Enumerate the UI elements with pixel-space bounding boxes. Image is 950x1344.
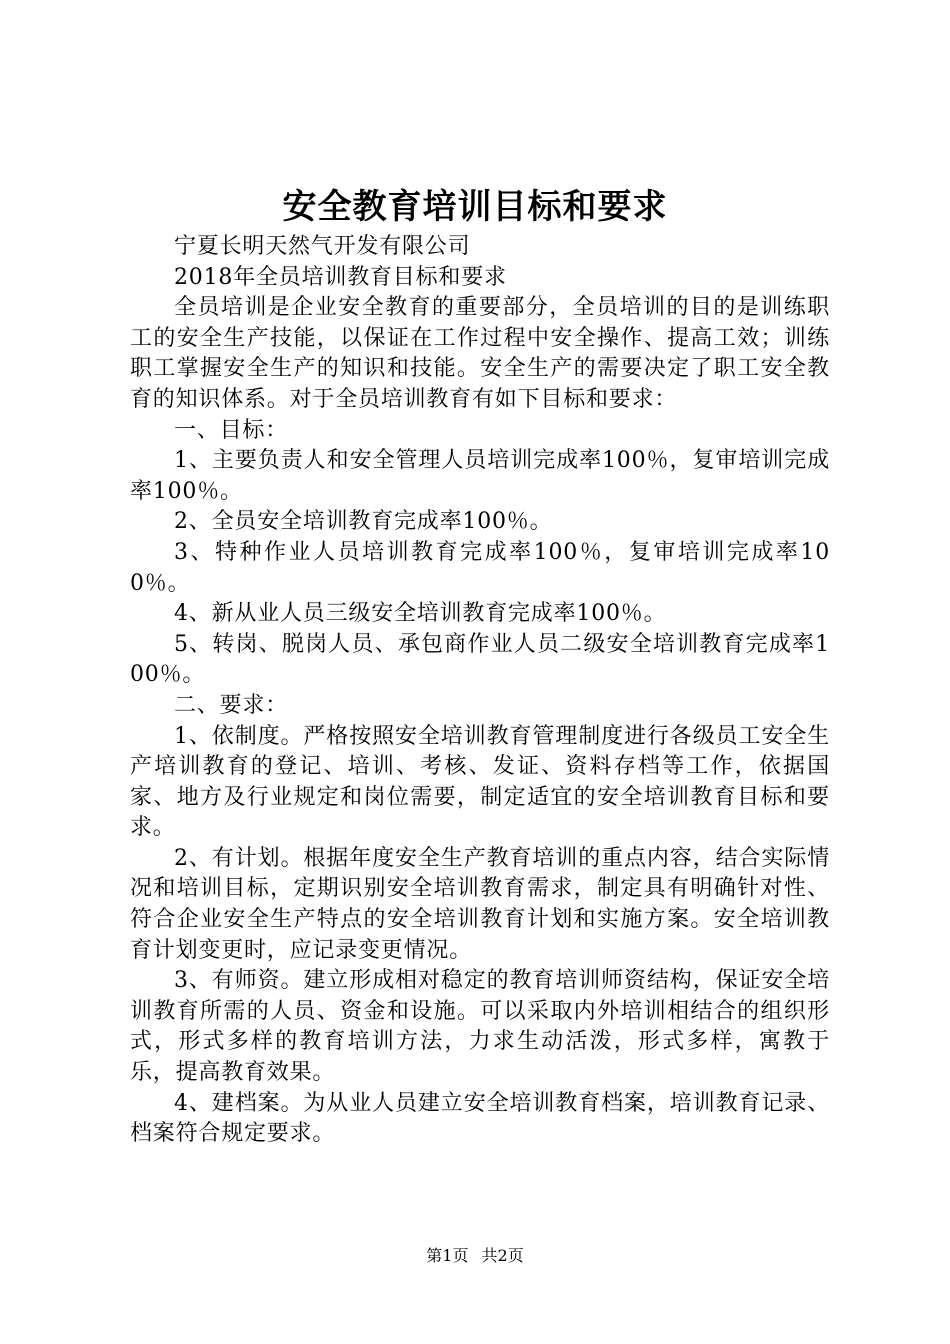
- page-number-total: 共2页: [481, 1246, 524, 1265]
- goal-item-1: 1、主要负责人和安全管理人员培训完成率100％，复审培训完成率100％。: [130, 448, 830, 504]
- page-number-current: 第1页: [426, 1246, 469, 1265]
- company-name-line: 宁夏长明天然气开发有限公司: [174, 234, 471, 259]
- goal-item-4: 4、新从业人员三级安全培训教育完成率100％。: [174, 601, 667, 627]
- document-title: 安全教育培训目标和要求: [282, 187, 668, 227]
- goal-item-5: 5、转岗、脱岗人员、承包商作业人员二级安全培训教育完成率100％。: [130, 631, 830, 688]
- requirement-item-4: 4、建档案。为从业人员建立安全培训教育档案，培训教育记录、档案符合规定要求。: [130, 1090, 830, 1147]
- requirement-item-2: 2、有计划。根据年度安全生产教育培训的重点内容，结合实际情况和培训目标，定期识别安全培训教育需求，制定具有明确针对性、符合企业安全生产特点的安全培训教育计划和实施方案。安全培训教育计划变更时，应记录变更情况。: [130, 845, 830, 963]
- goal-item-3: 3、特种作业人员培训教育完成率100％，复审培训完成率100％。: [130, 539, 830, 596]
- requirement-item-3: 3、有师资。建立形成相对稳定的教育培训师资结构，保证安全培训教育所需的人员、资金和设施。可以采取内外培训相结合的组织形式，形式多样的教育培训方法，力求生动活泼，形式多样，寓教于乐，提高教育效果。: [130, 968, 830, 1086]
- subtitle-line: 2018年全员培训教育目标和要求: [174, 264, 507, 290]
- page-footer: [0, 1245, 950, 1267]
- requirement-item-1: 1、依制度。严格按照安全培训教育管理制度进行各级员工安全生产培训教育的登记、培训、考核、发证、资料存档等工作，依据国家、地方及行业规定和岗位需要，制定适宜的安全培训教育目标和要求。: [130, 723, 830, 841]
- goal-item-2: 2、全员安全培训教育完成率100％。: [174, 509, 553, 535]
- section-heading-requirements: 二、要求：: [174, 692, 289, 718]
- intro-paragraph: 全员培训是企业安全教育的重要部分，全员培训的目的是训练职工的安全生产技能，以保证在工作过程中安全操作、提高工效；训练职工掌握安全生产的知识和技能。安全生产的需要决定了职工安全教育的知识体系。对于全员培训教育有如下目标和要求：: [130, 295, 830, 412]
- document-body: [130, 232, 830, 1150]
- section-heading-goals: 一、目标：: [174, 417, 289, 443]
